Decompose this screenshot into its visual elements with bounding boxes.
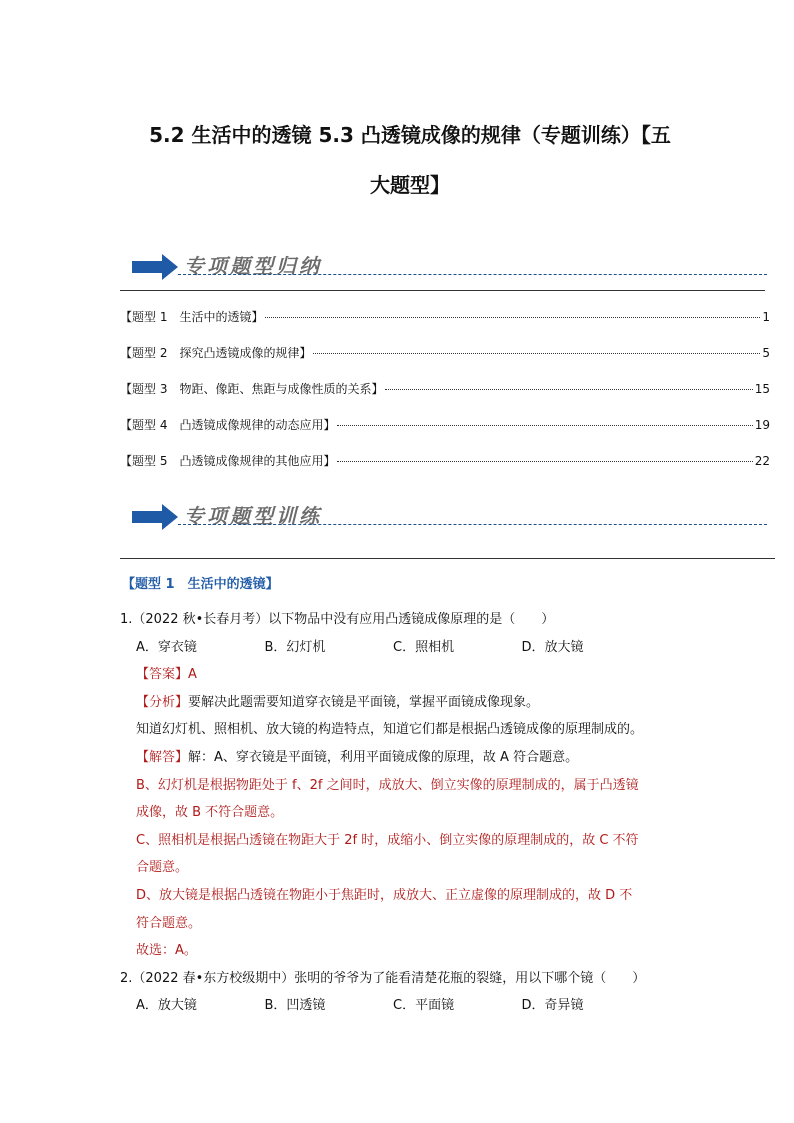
question-block <box>120 606 650 1020</box>
choice-a[interactable]: A．放大镜 <box>136 998 197 1014</box>
arrow-right-icon <box>132 504 178 530</box>
solution-c-1: C、照相机是根据凸透镜在物距大于 2f 时，成缩小、倒立实像的原理制成的，故 C 不符 <box>136 832 639 848</box>
choice-c[interactable]: C．平面镜 <box>393 998 455 1014</box>
divider <box>120 290 765 291</box>
toc-leader <box>337 461 752 462</box>
banner-dash-line <box>178 524 767 525</box>
banner-dash-line <box>178 274 767 275</box>
summary-banner <box>132 250 767 284</box>
divider <box>120 558 775 559</box>
toc-item-label: 【题型 4 凸透镜成像规律的动态应用】 <box>120 418 336 432</box>
toc-item-label: 【题型 5 凸透镜成像规律的其他应用】 <box>120 454 336 468</box>
toc-item-page: 1 <box>762 310 770 324</box>
choice-b[interactable]: B．凹透镜 <box>264 998 326 1014</box>
training-banner <box>132 500 767 534</box>
title-line-1: 5.2 生活中的透镜 5.3 凸透镜成像的规律（专题训练）【五 <box>149 123 671 147</box>
toc-item-page: 19 <box>754 418 770 432</box>
conclusion: 故选：A。 <box>136 943 197 959</box>
toc-item[interactable] <box>120 416 770 452</box>
solution-text: 解：A、穿衣镜是平面镜，利用平面镜成像的原理，故 A 符合题意。 <box>188 749 579 765</box>
solution-d-2: 符合题意。 <box>136 915 202 931</box>
toc-item-page: 5 <box>762 346 770 360</box>
training-banner-title: 专项题型训练 <box>184 504 322 528</box>
toc-item-label: 【题型 3 物距、像距、焦距与成像性质的关系】 <box>120 382 384 396</box>
question-2-choices <box>120 992 650 1020</box>
solution-line: 【解答】解：A、穿衣镜是平面镜，利用平面镜成像的原理，故 A 符合题意。 <box>136 749 579 765</box>
toc-item[interactable] <box>120 308 770 344</box>
question-1-stem: 1.（2022 秋•长春月考）以下物品中没有应用凸透镜成像原理的是（ ） <box>120 612 555 627</box>
solution-b-1: B、幻灯机是根据物距处于 f、2f 之间时，成放大、倒立实像的原理制成的，属于凸透镜 <box>136 777 639 793</box>
arrow-right-icon <box>132 254 178 280</box>
toc-item[interactable] <box>120 452 770 488</box>
page-title <box>100 110 720 210</box>
table-of-contents <box>120 308 770 488</box>
summary-banner-title: 专项题型归纳 <box>184 254 322 278</box>
question-2-stem: 2.（2022 春•东方校级期中）张明的爷爷为了能看清楚花瓶的裂缝，用以下哪个镜（ ） <box>120 970 646 986</box>
toc-item-page: 15 <box>754 382 770 396</box>
section-heading: 【题型 1 生活中的透镜】 <box>122 577 279 592</box>
solution-d-1: D、放大镜是根据凸透镜在物距小于焦距时，成放大、正立虚像的原理制成的，故 D 不 <box>136 887 633 903</box>
choice-c[interactable]: C．照相机 <box>393 639 455 655</box>
choice-a[interactable]: A．穿衣镜 <box>136 639 197 655</box>
choice-d[interactable]: D．奇异镜 <box>521 998 584 1014</box>
title-line-2: 大题型】 <box>370 173 450 197</box>
toc-item[interactable] <box>120 344 770 380</box>
solution-b-2: 成像，故 B 不符合题意。 <box>136 805 284 821</box>
toc-leader <box>385 389 752 390</box>
choice-d[interactable]: D．放大镜 <box>521 639 584 655</box>
toc-leader <box>313 353 760 354</box>
toc-item-page: 22 <box>754 454 770 468</box>
choice-b[interactable]: B．幻灯机 <box>264 639 326 655</box>
toc-item-label: 【题型 2 探究凸透镜成像的规律】 <box>120 346 312 360</box>
analysis-line: 【分析】要解决此题需要知道穿衣镜是平面镜，掌握平面镜成像现象。 <box>136 694 540 710</box>
toc-item[interactable] <box>120 380 770 416</box>
analysis-line-2: 知道幻灯机、照相机、放大镜的构造特点，知道它们都是根据凸透镜成像的原理制成的。 <box>136 722 644 738</box>
analysis-text: 要解决此题需要知道穿衣镜是平面镜，掌握平面镜成像现象。 <box>188 694 540 710</box>
solution-c-2: 合题意。 <box>136 860 189 876</box>
toc-item-label: 【题型 1 生活中的透镜】 <box>120 310 264 324</box>
toc-leader <box>265 317 760 318</box>
toc-leader <box>337 425 752 426</box>
answer: 【答案】A <box>136 667 197 683</box>
question-1-choices <box>120 634 650 662</box>
